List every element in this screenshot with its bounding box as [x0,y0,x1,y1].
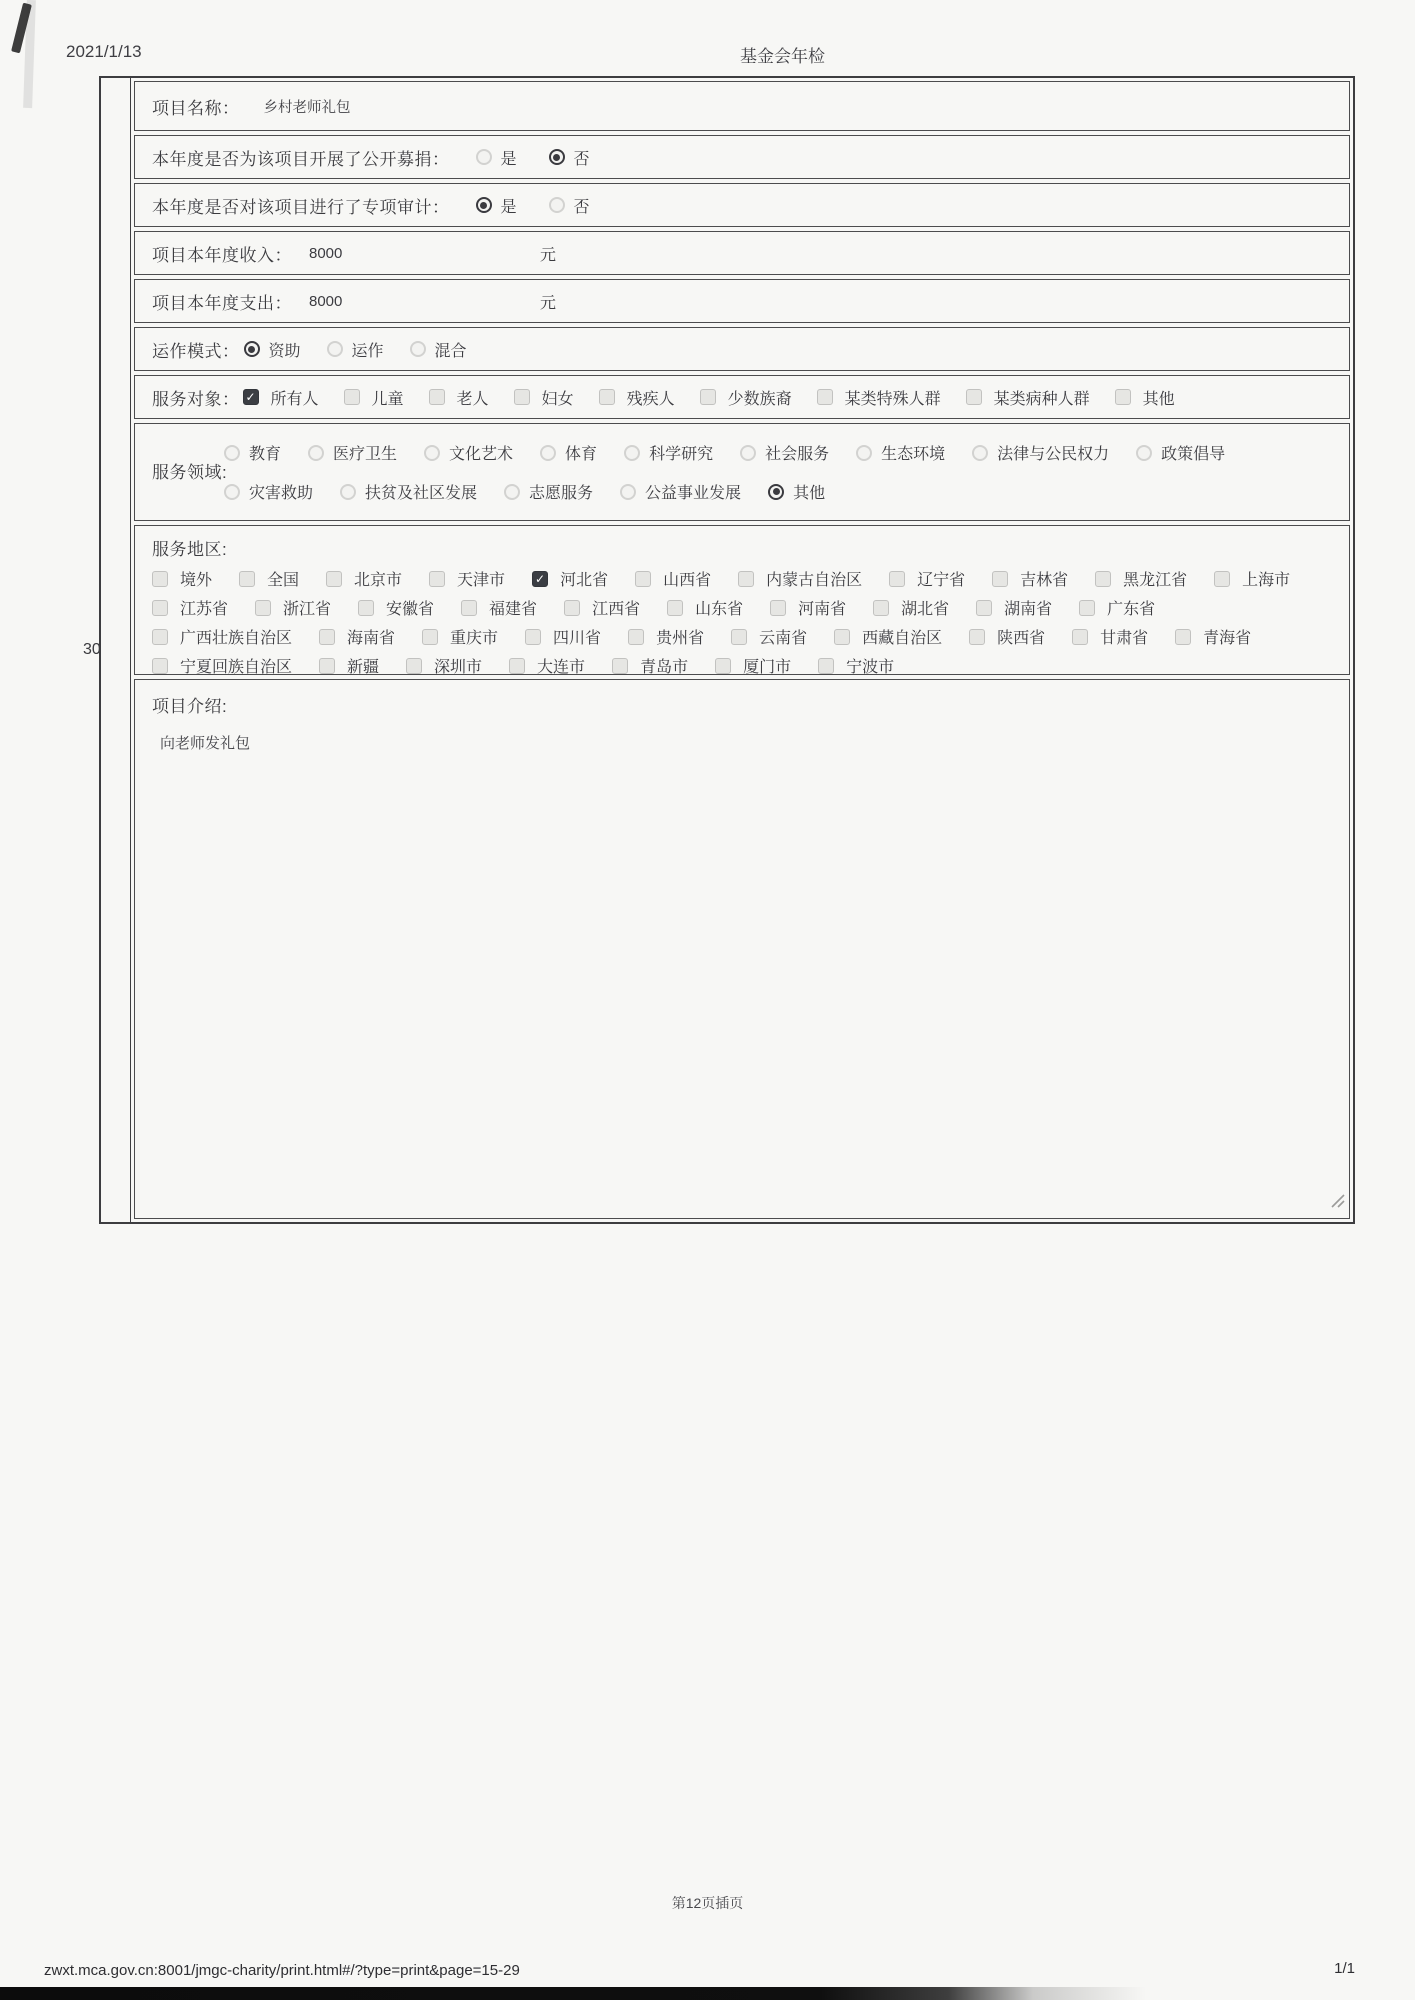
option-label: 江苏省 [180,601,229,618]
service-field-label: 服务领域: [152,462,228,482]
row-annual-expense [134,279,1350,323]
radio-option[interactable] [624,441,713,464]
checkbox-icon[interactable] [731,629,747,645]
option-label: 境外 [180,572,213,589]
option-label: 河南省 [798,601,847,618]
checkbox-option[interactable] [992,567,1068,590]
service-target-label: 服务对象： [152,389,240,409]
checkbox-option[interactable] [628,625,704,648]
checkbox-icon[interactable] [976,600,992,616]
option-label: 少数族裔 [727,390,792,408]
option-label: 广西壮族自治区 [180,630,293,647]
service-field-options [224,441,1225,503]
checkbox-option[interactable] [422,625,498,648]
checkbox-option[interactable] [969,625,1045,648]
row-public-fundraising [134,135,1350,179]
radio-checked-icon[interactable] [768,484,784,500]
checkbox-icon[interactable] [509,658,525,674]
annual-expense-label: 项目本年度支出： [152,293,292,313]
option-label: 扶贫及社区发展 [365,485,478,502]
option-label: 内蒙古自治区 [766,572,863,589]
option-label: 公益事业发展 [645,485,742,502]
public-fundraising-label: 本年度是否为该项目开展了公开募捐： [152,149,450,169]
checkbox-icon[interactable] [715,658,731,674]
option-label: 妇女 [541,390,574,408]
radio-checked-icon[interactable] [244,341,260,357]
option-label: 新疆 [347,659,380,676]
row-service-target [134,375,1350,419]
radio-icon[interactable] [410,341,426,357]
service-region-line2 [152,597,1349,618]
option-label: 河北省 [560,572,609,589]
checkbox-icon[interactable] [992,571,1008,587]
table-gutter-column [101,78,131,1222]
checkbox-checked-icon[interactable] [532,571,548,587]
option-label: 福建省 [489,601,538,618]
checkbox-option[interactable] [818,654,894,677]
annual-expense-unit: 元 [540,294,557,312]
checkbox-option[interactable] [1072,625,1148,648]
option-label: 宁夏回族自治区 [180,659,293,676]
checkbox-option[interactable] [326,567,402,590]
option-label: 老人 [456,390,489,408]
radio-icon[interactable] [424,445,440,461]
radio-option[interactable] [224,480,313,503]
checkbox-icon[interactable] [358,600,374,616]
checkbox-option[interactable] [525,625,601,648]
option-label: 浙江省 [283,601,332,618]
option-label: 江西省 [592,601,641,618]
radio-icon[interactable] [549,197,565,213]
checkbox-option[interactable] [429,386,489,409]
radio-icon[interactable] [740,445,756,461]
checkbox-icon[interactable] [628,629,644,645]
option-label: 四川省 [553,630,602,647]
option-label: 山西省 [663,572,712,589]
option-label: 上海市 [1242,572,1291,589]
checkbox-option[interactable] [152,596,228,619]
option-label: 全国 [267,572,300,589]
annual-income-label: 项目本年度收入： [152,245,292,265]
checkbox-option[interactable] [429,567,505,590]
option-label: 资助 [268,342,301,360]
option-label: 北京市 [354,572,403,589]
radio-option[interactable] [308,441,397,464]
checkbox-icon[interactable] [966,389,982,405]
service-region-label: 服务地区: [152,540,228,559]
checkbox-option[interactable] [461,596,537,619]
print-header-date: 2021/1/13 [66,42,142,61]
public-fundraising-radio-group [476,146,590,169]
checkbox-icon[interactable] [1115,389,1131,405]
operation-mode-label: 运作模式： [152,341,240,361]
radio-icon[interactable] [340,484,356,500]
service-region-line4 [152,655,1349,676]
margin-row-number: 30 [83,641,101,658]
project-form-table [99,76,1355,1224]
radio-icon[interactable] [504,484,520,500]
checkbox-icon[interactable] [873,600,889,616]
checkbox-option[interactable] [1175,625,1251,648]
service-region-line3 [152,626,1349,647]
radio-option[interactable] [856,441,945,464]
option-label: 宁波市 [846,659,895,676]
checkbox-icon[interactable] [152,629,168,645]
service-field-line1 [224,441,1225,464]
checkbox-option[interactable] [770,596,846,619]
radio-icon[interactable] [540,445,556,461]
option-label: 志愿服务 [529,485,594,502]
checkbox-option[interactable] [509,654,585,677]
service-target-checkbox-group [243,386,1175,409]
option-label: 科学研究 [649,446,714,463]
project-intro-label: 项目介绍: [152,697,228,716]
row-project-name [134,81,1350,131]
option-label: 法律与公民权力 [997,446,1110,463]
radio-option[interactable] [327,338,384,361]
checkbox-icon[interactable] [889,571,905,587]
checkbox-checked-icon[interactable] [243,389,259,405]
radio-option[interactable] [244,338,301,361]
checkbox-icon[interactable] [406,658,422,674]
checkbox-icon[interactable] [429,389,445,405]
option-label: 黑龙江省 [1123,572,1188,589]
checkbox-icon[interactable] [738,571,754,587]
option-label: 厦门市 [743,659,792,676]
checkbox-icon[interactable] [344,389,360,405]
checkbox-option[interactable] [319,625,395,648]
checkbox-option[interactable] [1214,567,1290,590]
checkbox-icon[interactable] [817,389,833,405]
option-label: 西藏自治区 [862,630,943,647]
checkbox-icon[interactable] [770,600,786,616]
service-field-line2 [224,480,1225,503]
checkbox-option[interactable] [564,596,640,619]
checkbox-option[interactable] [731,625,807,648]
checkbox-option[interactable] [700,386,792,409]
radio-icon[interactable] [856,445,872,461]
checkbox-icon[interactable] [667,600,683,616]
checkbox-icon[interactable] [700,389,716,405]
print-header-title: 基金会年检 [740,47,825,66]
option-label: 某类病种人群 [993,390,1090,408]
option-label: 深圳市 [434,659,483,676]
project-intro-value: 向老师发礼包 [160,735,251,752]
checkbox-option[interactable] [344,386,404,409]
checkbox-option[interactable] [152,654,292,677]
checkbox-option[interactable] [635,567,711,590]
radio-icon[interactable] [476,149,492,165]
option-label: 陕西省 [997,630,1046,647]
checkbox-icon[interactable] [969,629,985,645]
checkbox-icon[interactable] [239,571,255,587]
option-label: 运作 [351,342,384,360]
checkbox-icon[interactable] [319,629,335,645]
checkbox-icon[interactable] [1072,629,1088,645]
option-label: 湖北省 [901,601,950,618]
option-label: 青海省 [1203,630,1252,647]
radio-icon[interactable] [224,445,240,461]
checkbox-option[interactable] [715,654,791,677]
checkbox-icon[interactable] [152,600,168,616]
operation-mode-radio-group [244,338,467,361]
option-label: 贵州省 [656,630,705,647]
option-label: 是 [500,198,517,216]
radio-option[interactable] [340,480,477,503]
checkbox-icon[interactable] [422,629,438,645]
annual-income-unit: 元 [540,246,557,264]
option-label: 辽宁省 [917,572,966,589]
checkbox-icon[interactable] [1175,629,1191,645]
radio-icon[interactable] [327,341,343,357]
checkbox-option[interactable] [1079,596,1155,619]
radio-icon[interactable] [308,445,324,461]
special-audit-label: 本年度是否对该项目进行了专项审计： [152,197,450,217]
checkbox-icon[interactable] [612,658,628,674]
radio-option[interactable] [740,441,829,464]
radio-option[interactable] [768,480,825,503]
option-label: 青岛市 [640,659,689,676]
radio-icon[interactable] [1136,445,1152,461]
checkbox-icon[interactable] [564,600,580,616]
radio-option[interactable] [549,146,590,169]
option-label: 医疗卫生 [333,446,398,463]
checkbox-option[interactable] [834,625,942,648]
project-name-value: 乡村老师礼包 [263,99,351,116]
checkbox-icon[interactable] [255,600,271,616]
radio-icon[interactable] [624,445,640,461]
radio-option[interactable] [972,441,1109,464]
checkbox-icon[interactable] [461,600,477,616]
radio-option[interactable] [540,441,597,464]
checkbox-option[interactable] [873,596,949,619]
option-label: 政策倡导 [1161,446,1226,463]
option-label: 广东省 [1107,601,1156,618]
row-service-region [134,525,1350,675]
checkbox-option[interactable] [152,625,292,648]
option-label: 否 [573,150,590,168]
scan-bottom-bar-artifact [0,1987,1415,2000]
checkbox-option[interactable] [358,596,434,619]
checkbox-option[interactable] [1095,567,1187,590]
option-label: 其他 [1142,390,1175,408]
checkbox-option[interactable] [1115,386,1175,409]
radio-icon[interactable] [620,484,636,500]
option-label: 山东省 [695,601,744,618]
radio-icon[interactable] [224,484,240,500]
checkbox-icon[interactable] [1214,571,1230,587]
checkbox-option[interactable] [612,654,688,677]
row-project-intro [134,679,1350,1219]
radio-option[interactable] [620,480,741,503]
option-label: 海南省 [347,630,396,647]
annual-income-value: 8000 [309,244,343,262]
option-label: 重庆市 [450,630,499,647]
option-label: 灾害救助 [249,485,314,502]
radio-option[interactable] [504,480,593,503]
textarea-resize-handle-icon[interactable] [1330,1193,1345,1213]
option-label: 社会服务 [765,446,830,463]
radio-option[interactable] [424,441,513,464]
checkbox-icon[interactable] [326,571,342,587]
radio-option[interactable] [476,194,517,217]
checkbox-option[interactable] [152,567,212,590]
checkbox-option[interactable] [966,386,1090,409]
radio-option[interactable] [1136,441,1225,464]
checkbox-option[interactable] [738,567,862,590]
option-label: 其他 [793,485,826,502]
checkbox-option[interactable] [667,596,743,619]
table-rows-column [131,78,1353,1222]
option-label: 甘肃省 [1100,630,1149,647]
checkbox-icon[interactable] [1095,571,1111,587]
checkbox-icon[interactable] [525,629,541,645]
footer-insert-page-label: 第12页插页 [671,1895,744,1911]
option-label: 大连市 [537,659,586,676]
option-label: 吉林省 [1020,572,1069,589]
radio-option[interactable] [410,338,467,361]
radio-option[interactable] [549,194,590,217]
option-label: 文化艺术 [449,446,514,463]
checkbox-icon[interactable] [599,389,615,405]
checkbox-icon[interactable] [834,629,850,645]
checkbox-option[interactable] [319,654,379,677]
option-label: 儿童 [371,390,404,408]
checkbox-icon[interactable] [514,389,530,405]
checkbox-option[interactable] [532,567,608,590]
checkbox-icon[interactable] [319,658,335,674]
option-label: 是 [500,150,517,168]
checkbox-icon[interactable] [1079,600,1095,616]
footer-url: zwxt.mca.gov.cn:8001/jmgc-charity/print.html#/?type=print&page=15-29 [44,1962,520,1979]
option-label: 生态环境 [881,446,946,463]
checkbox-option[interactable] [239,567,299,590]
checkbox-option[interactable] [976,596,1052,619]
special-audit-radio-group [476,194,590,217]
row-annual-income [134,231,1350,275]
checkbox-icon[interactable] [635,571,651,587]
radio-checked-icon[interactable] [549,149,565,165]
checkbox-icon[interactable] [818,658,834,674]
radio-option[interactable] [224,441,281,464]
checkbox-option[interactable] [406,654,482,677]
annual-expense-value: 8000 [309,292,343,310]
checkbox-icon[interactable] [152,571,168,587]
row-service-field [134,423,1350,521]
radio-icon[interactable] [972,445,988,461]
service-region-line1 [152,568,1349,589]
checkbox-option[interactable] [514,386,574,409]
project-name-label: 项目名称： [152,98,240,118]
checkbox-option[interactable] [255,596,331,619]
footer-page-count: 1/1 [1334,1960,1355,1977]
option-label: 残疾人 [626,390,675,408]
option-label: 某类特殊人群 [844,390,941,408]
checkbox-option[interactable] [243,386,319,409]
option-label: 安徽省 [386,601,435,618]
checkbox-icon[interactable] [152,658,168,674]
option-label: 天津市 [457,572,506,589]
radio-checked-icon[interactable] [476,197,492,213]
row-special-audit [134,183,1350,227]
checkbox-option[interactable] [889,567,965,590]
radio-option[interactable] [476,146,517,169]
option-label: 否 [573,198,590,216]
option-label: 混合 [434,342,467,360]
option-label: 体育 [565,446,598,463]
option-label: 所有人 [270,390,319,408]
option-label: 云南省 [759,630,808,647]
option-label: 教育 [249,446,282,463]
checkbox-icon[interactable] [429,571,445,587]
row-operation-mode [134,327,1350,371]
option-label: 湖南省 [1004,601,1053,618]
checkbox-option[interactable] [817,386,941,409]
checkbox-option[interactable] [599,386,675,409]
